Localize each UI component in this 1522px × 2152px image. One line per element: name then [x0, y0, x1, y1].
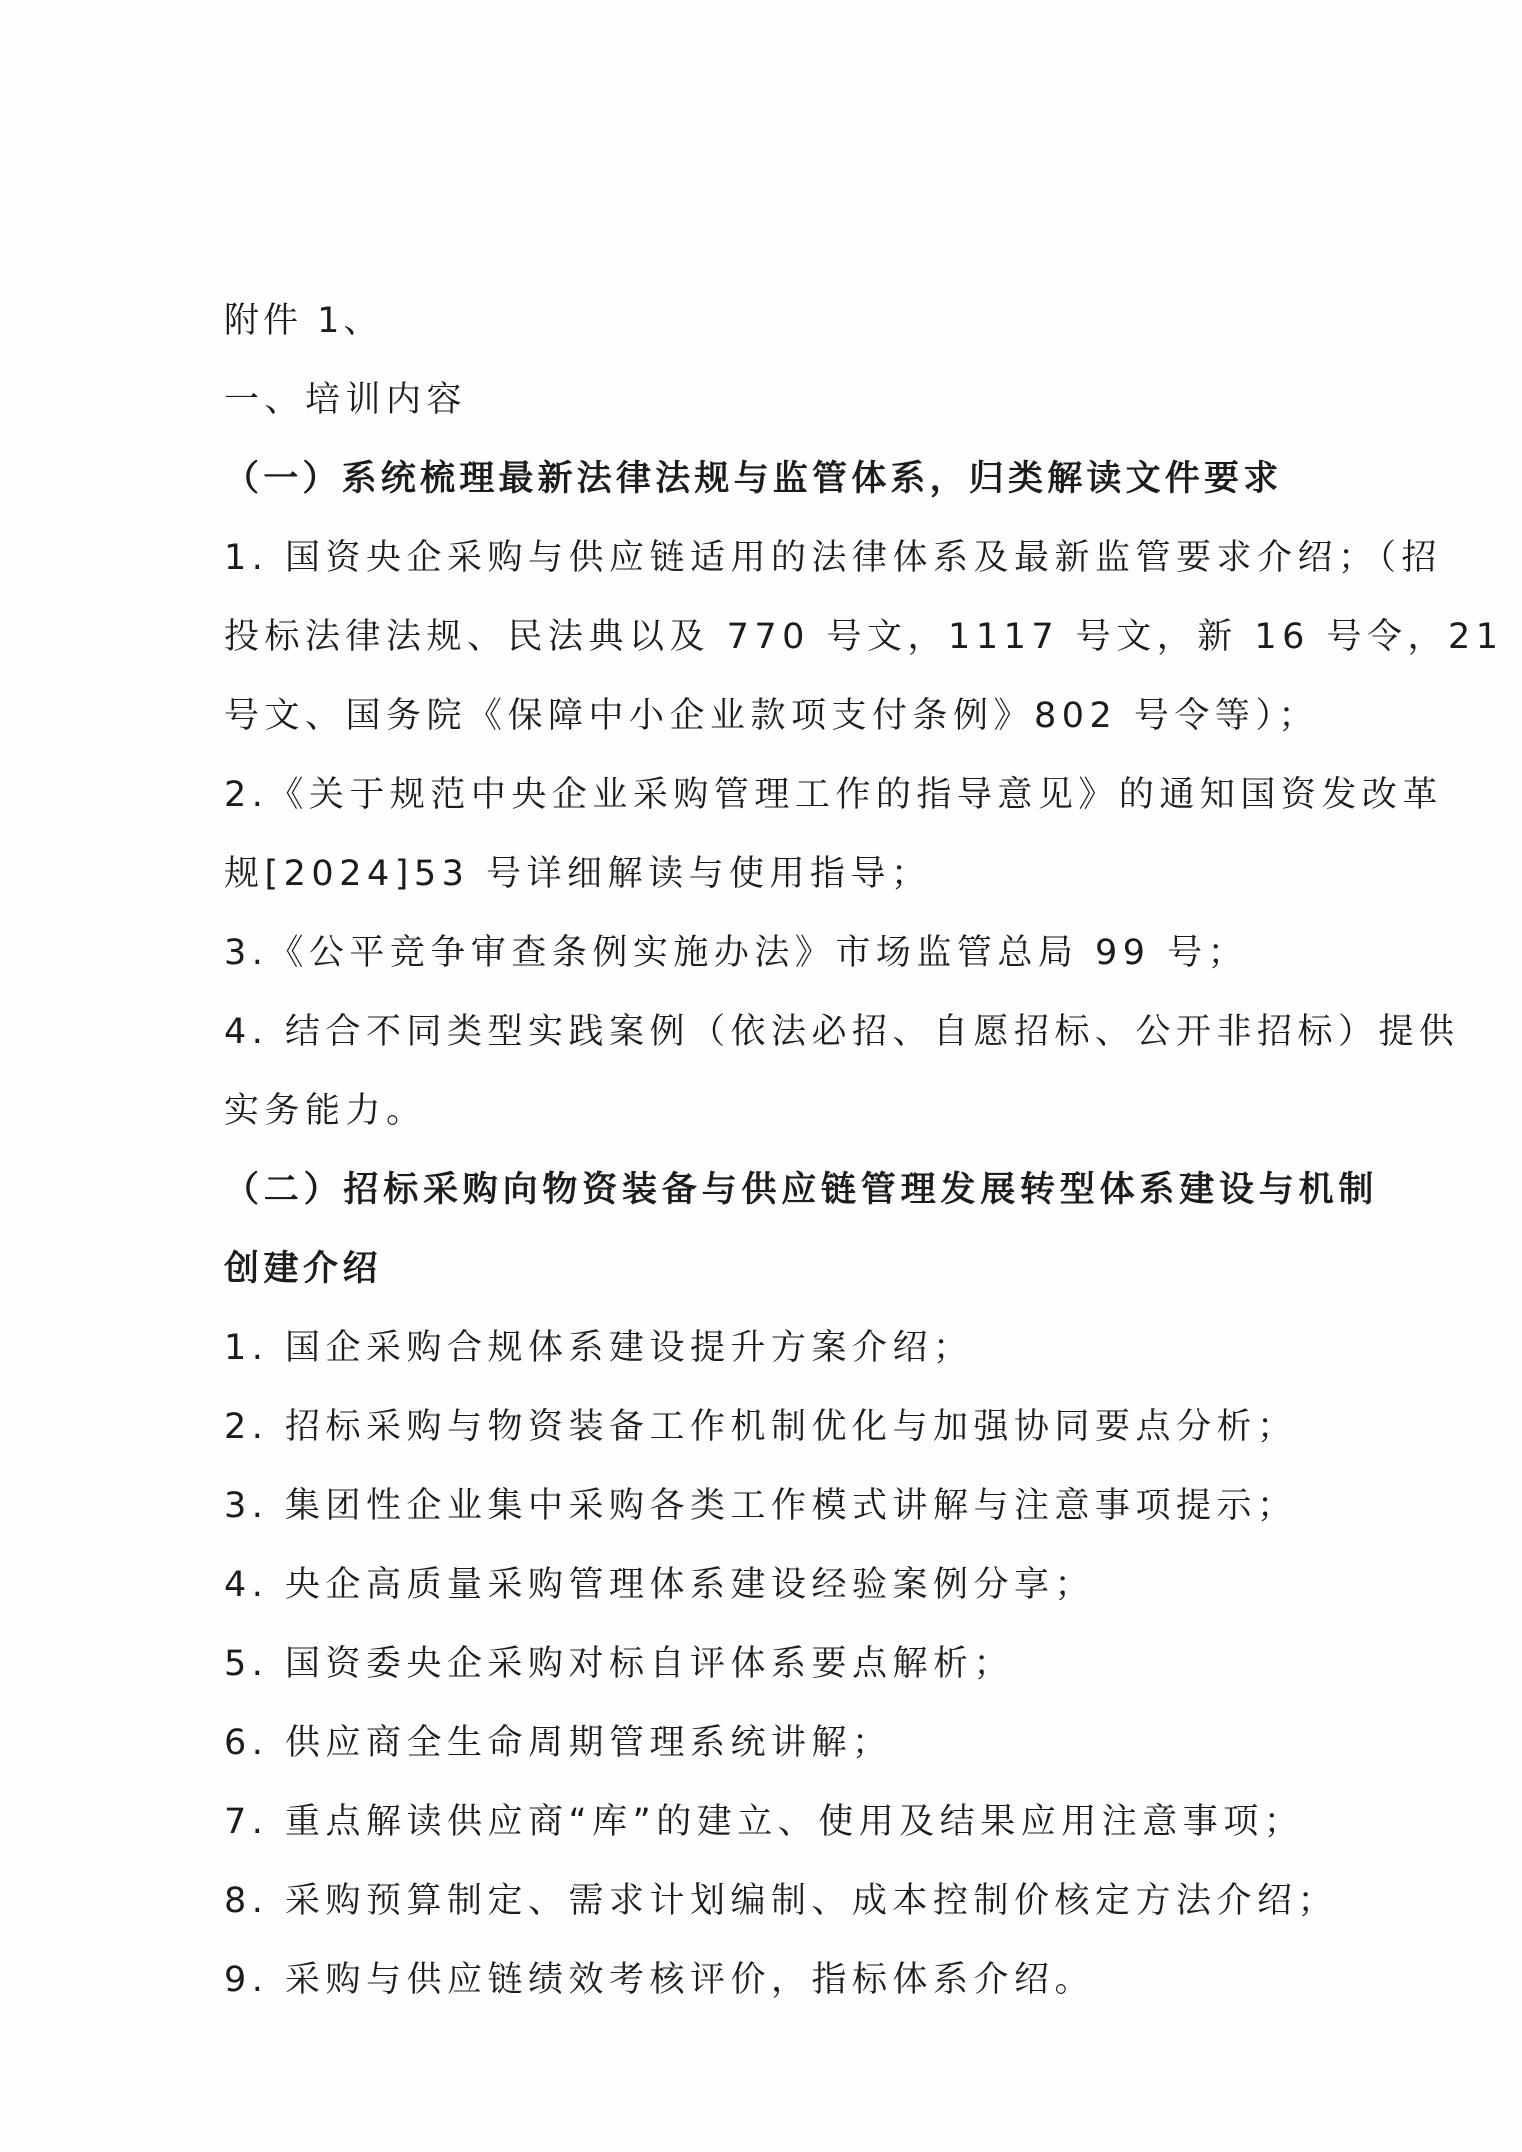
annex-label: 附件 1、	[224, 301, 383, 341]
subsection-two-title	[224, 1151, 1379, 1309]
subsection-one-item-2	[224, 756, 1443, 914]
document-body	[224, 282, 1504, 2020]
subsection-one-item-3	[224, 914, 1344, 993]
subsection-two-item-7: 7. 重点解读供应商“库”的建立、使用及结果应用注意事项；	[224, 1802, 1305, 1842]
subsection-two-item-4: 4. 央企高质量采购管理体系建设经验案例分享；	[224, 1565, 1096, 1605]
subsection-two-title-line: 创建介绍	[224, 1249, 383, 1289]
subsection-one-item-1	[224, 519, 1504, 756]
subsection-two-item-6: 6. 供应商全生命周期管理系统讲解；	[224, 1723, 893, 1763]
item-line: 投标法律法规、民法典以及 770 号文，1117 号文，新 16 号令，21	[224, 617, 1504, 657]
item-line: 规[2024]53 号详细解读与使用指导；	[224, 854, 932, 894]
subsection-two-item-2: 2. 招标采购与物资装备工作机制优化与加强协同要点分析；	[224, 1407, 1298, 1447]
subsection-one-title: （一）系统梳理最新法律法规与监管体系，归类解读文件要求	[224, 459, 1283, 499]
item-line: 3.《公平竞争审查条例实施办法》市场监管总局 99 号；	[224, 933, 1249, 973]
subsection-two-item-3: 3. 集团性企业集中采购各类工作模式讲解与注意事项提示；	[224, 1486, 1298, 1526]
subsection-two-item-1: 1. 国企采购合规体系建设提升方案介绍；	[224, 1328, 974, 1368]
section-heading: 一、培训内容	[224, 380, 468, 420]
subsection-two-title-line: （二）招标采购向物资装备与供应链管理发展转型体系建设与机制	[224, 1170, 1379, 1210]
subsection-one-item-4	[224, 993, 1460, 1151]
item-line: 4. 结合不同类型实践案例（依法必招、自愿招标、公开非招标）提供	[224, 1012, 1460, 1052]
item-line: 2.《关于规范中央企业采购管理工作的指导意见》的通知国资发改革	[224, 775, 1443, 815]
subsection-two-item-5: 5. 国资委央企采购对标自评体系要点解析；	[224, 1644, 1015, 1684]
subsection-two-list	[224, 1309, 1344, 2020]
item-line: 号文、国务院《保障中小企业款项支付条例》802 号令等）；	[224, 696, 1319, 736]
item-line: 1. 国资央企采购与供应链适用的法律体系及最新监管要求介绍；（招	[224, 538, 1443, 578]
item-line: 实务能力。	[224, 1091, 427, 1131]
subsection-two-item-9: 9. 采购与供应链绩效考核评价，指标体系介绍。	[224, 1960, 1096, 2000]
subsection-two-item-8: 8. 采购预算制定、需求计划编制、成本控制价核定方法介绍；	[224, 1881, 1339, 1921]
